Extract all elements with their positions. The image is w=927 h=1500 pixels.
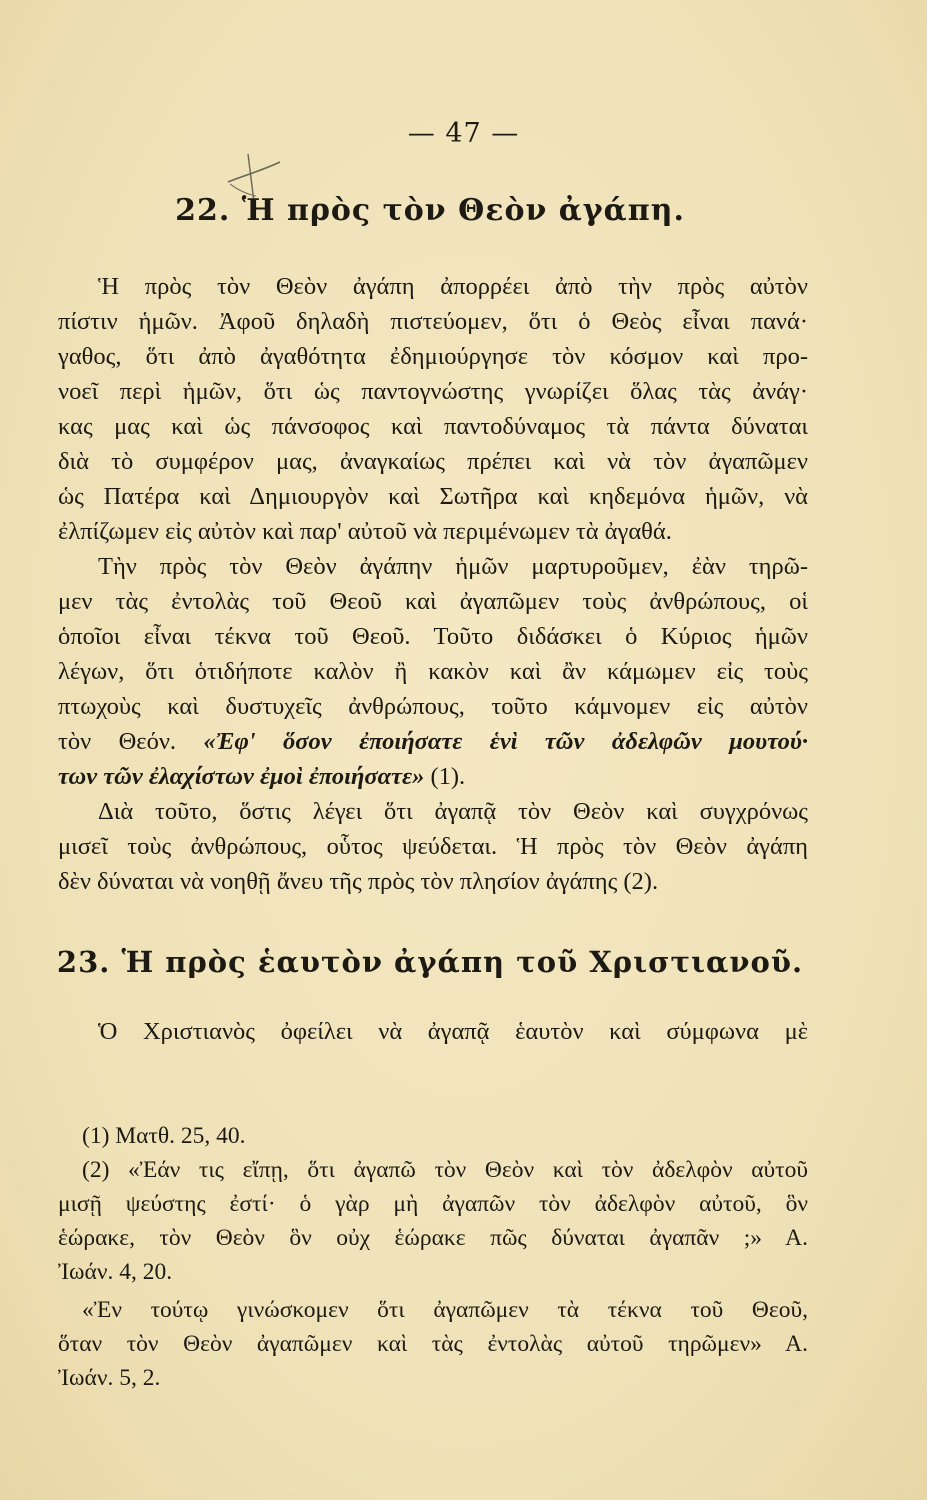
section-22-heading: 22. Ἡ πρὸς τὸν Θεὸν ἀγάπη.	[175, 193, 685, 228]
text-line: πίστιν ἡμῶν. Ἀφοῦ δηλαδὴ πιστεύομεν, ὅτι ὁ Θεὸς εἶναι πανά·	[58, 308, 808, 335]
text-line: ἐλπίζωμεν εἰς αὐτὸν καὶ παρ' αὐτοῦ νὰ περιμένωμεν τὰ ἀγαθά.	[58, 518, 672, 545]
scripture-quote: «Ἐφ' ὅσον ἐποιήσατε ἑνὶ τῶν ἀδελφῶν μουτού·	[203, 728, 808, 755]
text-line: διὰ τὸ συμφέρον μας, ἀναγκαίως πρέπει καὶ νὰ τὸν ἀγαπῶμεν	[58, 448, 808, 475]
text-line: λέγων, ὅτι ὁτιδήποτε καλὸν ἢ κακὸν καὶ ἂν κάμωμεν εἰς τοὺς	[58, 658, 808, 685]
text-line: ὁποῖοι εἶναι τέκνα τοῦ Θεοῦ. Τοῦτο διδάσκει ὁ Κύριος ἡμῶν	[58, 623, 808, 650]
footnote-3-line: ὅταν τὸν Θεὸν ἀγαπῶμεν καὶ τὰς ἐντολὰς αὐτοῦ τηρῶμεν» Α.	[58, 1331, 808, 1357]
footnote-1: (1) Ματθ. 25, 40.	[82, 1123, 246, 1149]
text-line: γαθος, ὅτι ἀπὸ ἀγαθότητα ἐδημιούργησε τὸν κόσμον καὶ προ-	[58, 343, 808, 370]
footnote-3-line: Ἰωάν. 5, 2.	[58, 1365, 161, 1391]
footnote-reference: (1).	[430, 763, 466, 790]
text-line: Διὰ τοῦτο, ὅστις λέγει ὅτι ἀγαπᾷ τὸν Θεὸν καὶ συγχρόνως	[98, 798, 808, 825]
text-line: ὡς Πατέρα καὶ Δημιουργὸν καὶ Σωτῆρα καὶ κηδεμόνα ἡμῶν, νὰ	[58, 483, 808, 510]
footnote-2-line: ἑώρακε, τὸν Θεὸν ὃν οὐχ ἑώρακε πῶς δύναται ἀγαπᾶν ;» Α.	[58, 1225, 808, 1251]
section-23-heading: 23. Ἡ πρὸς ἑαυτὸν ἀγάπη τοῦ Χριστιανοῦ.	[56, 945, 804, 979]
text-line: μισεῖ τοὺς ἀνθρώπους, οὗτος ψεύδεται. Ἡ πρὸς τὸν Θεὸν ἀγάπη	[58, 833, 808, 860]
text-line: πτωχοὺς καὶ δυστυχεῖς ἀνθρώπους, τοῦτο κάμνομεν εἰς αὐτὸν	[58, 693, 808, 720]
footnote-2-line: μισῇ ψεύστης ἐστί· ὁ γὰρ μὴ ἀγαπῶν τὸν ἀδελφὸν αὐτοῦ, ὃν	[58, 1191, 808, 1217]
text-line: Ἡ πρὸς τὸν Θεὸν ἀγάπη ἀπορρέει ἀπὸ τὴν πρὸς αὐτὸν	[98, 273, 808, 300]
text-line-with-quote	[58, 760, 808, 794]
text-fragment: τὸν Θεόν.	[58, 728, 177, 755]
footnote-2-line: (2) «Ἐάν τις εἴπῃ, ὅτι ἀγαπῶ τὸν Θεὸν καὶ τὸν ἀδελφὸν αὐτοῦ	[82, 1157, 808, 1183]
text-line: κας μας καὶ ὡς πάνσοφος καὶ παντοδύναμος τὰ πάντα δύναται	[58, 413, 808, 440]
text-line: μεν τὰς ἐντολὰς τοῦ Θεοῦ καὶ ἀγαπῶμεν τοὺς ἀνθρώπους, οἱ	[58, 588, 808, 615]
text-line: νοεῖ περὶ ἡμῶν, ὅτι ὡς παντογνώστης γνωρίζει ὅλας τὰς ἀνάγ·	[58, 378, 808, 405]
text-line: Ὁ Χριστιανὸς ὀφείλει νὰ ἀγαπᾷ ἑαυτὸν καὶ σύμφωνα μὲ	[98, 1018, 808, 1045]
text-line: δὲν δύναται νὰ νοηθῇ ἄνευ τῆς πρὸς τὸν πλησίον ἀγάπης (2).	[58, 868, 659, 895]
page-number: — 47 —	[407, 118, 520, 149]
text-line-with-quote	[58, 725, 808, 759]
text-line: Τὴν πρὸς τὸν Θεὸν ἀγάπην ἡμῶν μαρτυροῦμεν, ἐὰν τηρῶ-	[98, 553, 808, 580]
scripture-quote: των τῶν ἐλαχίστων ἐμοὶ ἐποιήσατε»	[58, 763, 425, 790]
footnote-2-line: Ἰωάν. 4, 20.	[58, 1259, 173, 1285]
footnote-3-line: «Ἐν τούτῳ γινώσκομεν ὅτι ἀγαπῶμεν τὰ τέκνα τοῦ Θεοῦ,	[82, 1297, 808, 1323]
